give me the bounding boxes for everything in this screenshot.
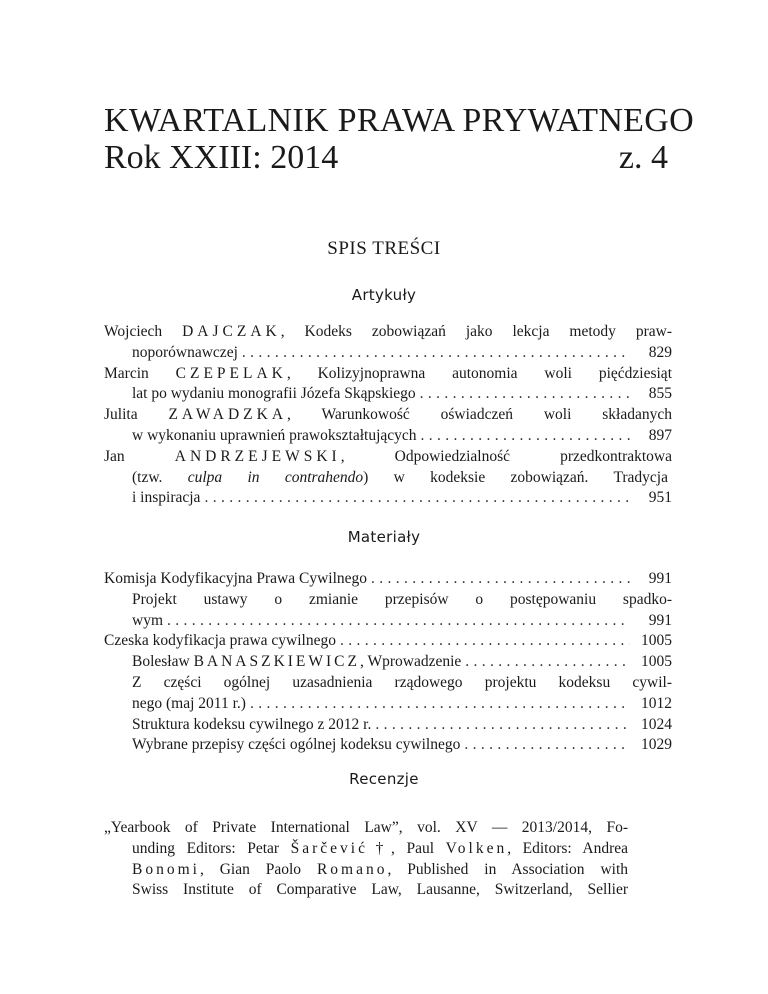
toc-entry-line: Marcin CZEPELAK, Kolizyjnoprawna autonomia woli pięćdziesiąt <box>104 364 672 382</box>
review-line: Bonomi, Gian Paolo Romano, Published in Association with <box>132 860 628 878</box>
toc-title: SPIS TREŚCI <box>327 238 441 259</box>
page-number: 829 <box>648 343 672 361</box>
toc-entry-line[interactable]: Bolesław BANASZKIEWICZ, Wprowadzenie . . . 1005 <box>104 652 672 673</box>
page-number: 1029 <box>641 736 672 754</box>
toc-entry-line[interactable]: wym . . . 991 <box>104 611 672 632</box>
page-number: 1005 <box>641 653 672 671</box>
author-name: Romano <box>316 860 388 878</box>
toc-entry-line[interactable]: i inspiracja . . . 951 <box>104 488 672 509</box>
issue-line <box>104 141 668 175</box>
issue-label: z. 4 <box>618 139 668 176</box>
section-heading-materials: Materiały <box>347 528 421 546</box>
page-number: 1012 <box>641 694 672 712</box>
toc-entry-line[interactable]: nego (maj 2011 r.) . . . 1012 <box>104 694 672 715</box>
section-heading-articles: Artykuły <box>351 286 417 304</box>
page-number: 1005 <box>641 632 672 650</box>
review-line: unding Editors: Petar Šarčević†, Paul Volken, Editors: Andrea <box>132 839 628 857</box>
reviews-list <box>104 818 628 901</box>
toc-entry-line[interactable]: Czeska kodyfikacja prawa cywilnego . . . 1005 <box>104 631 672 652</box>
toc-entry-line: Wojciech DAJCZAK, Kodeks zobowiązań jako lekcja metody praw- <box>104 323 672 340</box>
author-name: Šarčević <box>290 839 368 857</box>
toc-entry-line: (tzw. culpa in contrahendo) w kodeksie zobowiązań. Tradycja <box>132 468 668 486</box>
page-number: 855 <box>648 385 672 403</box>
author-name: ANDRZEJEWSKI <box>174 447 341 465</box>
toc-entry-line[interactable]: Struktura kodeksu cywilnego z 2012 r. . . . 1024 <box>104 715 672 736</box>
toc-entry-line[interactable]: Wybrane przepisy części ogólnej kodeksu cywilnego . . . 1029 <box>104 735 672 756</box>
toc-entry-line: Projekt ustawy o zmianie przepisów o postępowaniu spadko- <box>132 590 672 608</box>
section-heading-reviews: Recenzje <box>349 770 419 788</box>
toc-entry-line[interactable]: noporównawczej . . . 829 <box>104 343 672 364</box>
author-name: BANASZKIEWICZ <box>193 653 360 671</box>
toc-entry-line[interactable]: Komisja Kodyfikacyjna Prawa Cywilnego . . . 991 <box>104 569 672 590</box>
page-number: 991 <box>648 570 672 587</box>
author-name: ZAWADZKA <box>168 406 288 424</box>
toc-entry-line: Z części ogólnej uzasadnienia rządowego projektu kodeksu cywil- <box>132 673 672 691</box>
page-number: 991 <box>648 611 672 629</box>
toc-entry-line[interactable]: lat po wydaniu monografii Józefa Skąpskiego . . . 855 <box>104 384 672 405</box>
page-number: 897 <box>648 426 672 444</box>
author-name: CZEPELAK <box>175 364 287 382</box>
toc-entry-line: Julita ZAWADZKA, Warunkowość oświadczeń woli składanych <box>104 406 672 424</box>
review-line: Swiss Institute of Comparative Law, Lausanne, Switzerland, Sellier <box>132 881 628 899</box>
journal-title: KWARTALNIK PRAWA PRYWATNEGO <box>104 102 694 139</box>
articles-list <box>104 322 672 509</box>
author-name: Volken <box>445 839 508 857</box>
page-number: 1024 <box>641 715 672 733</box>
page-number: 951 <box>648 489 672 507</box>
toc-entry-line: Jan ANDRZEJEWSKI, Odpowiedzialność przedkontraktowa <box>104 447 672 465</box>
review-line: „Yearbook of Private International Law”, vol. XV — 2013/2014, Fo- <box>104 819 628 836</box>
toc-entry-line[interactable]: w wykonaniu uprawnień prawokształtujących . . . 897 <box>104 426 672 447</box>
materials-list <box>104 569 672 756</box>
year-label: Rok XXIII: 2014 <box>104 139 339 176</box>
latin-term: culpa in contrahendo <box>187 468 364 486</box>
author-name: Bonomi <box>132 860 200 878</box>
author-name: DAJCZAK <box>182 323 281 340</box>
